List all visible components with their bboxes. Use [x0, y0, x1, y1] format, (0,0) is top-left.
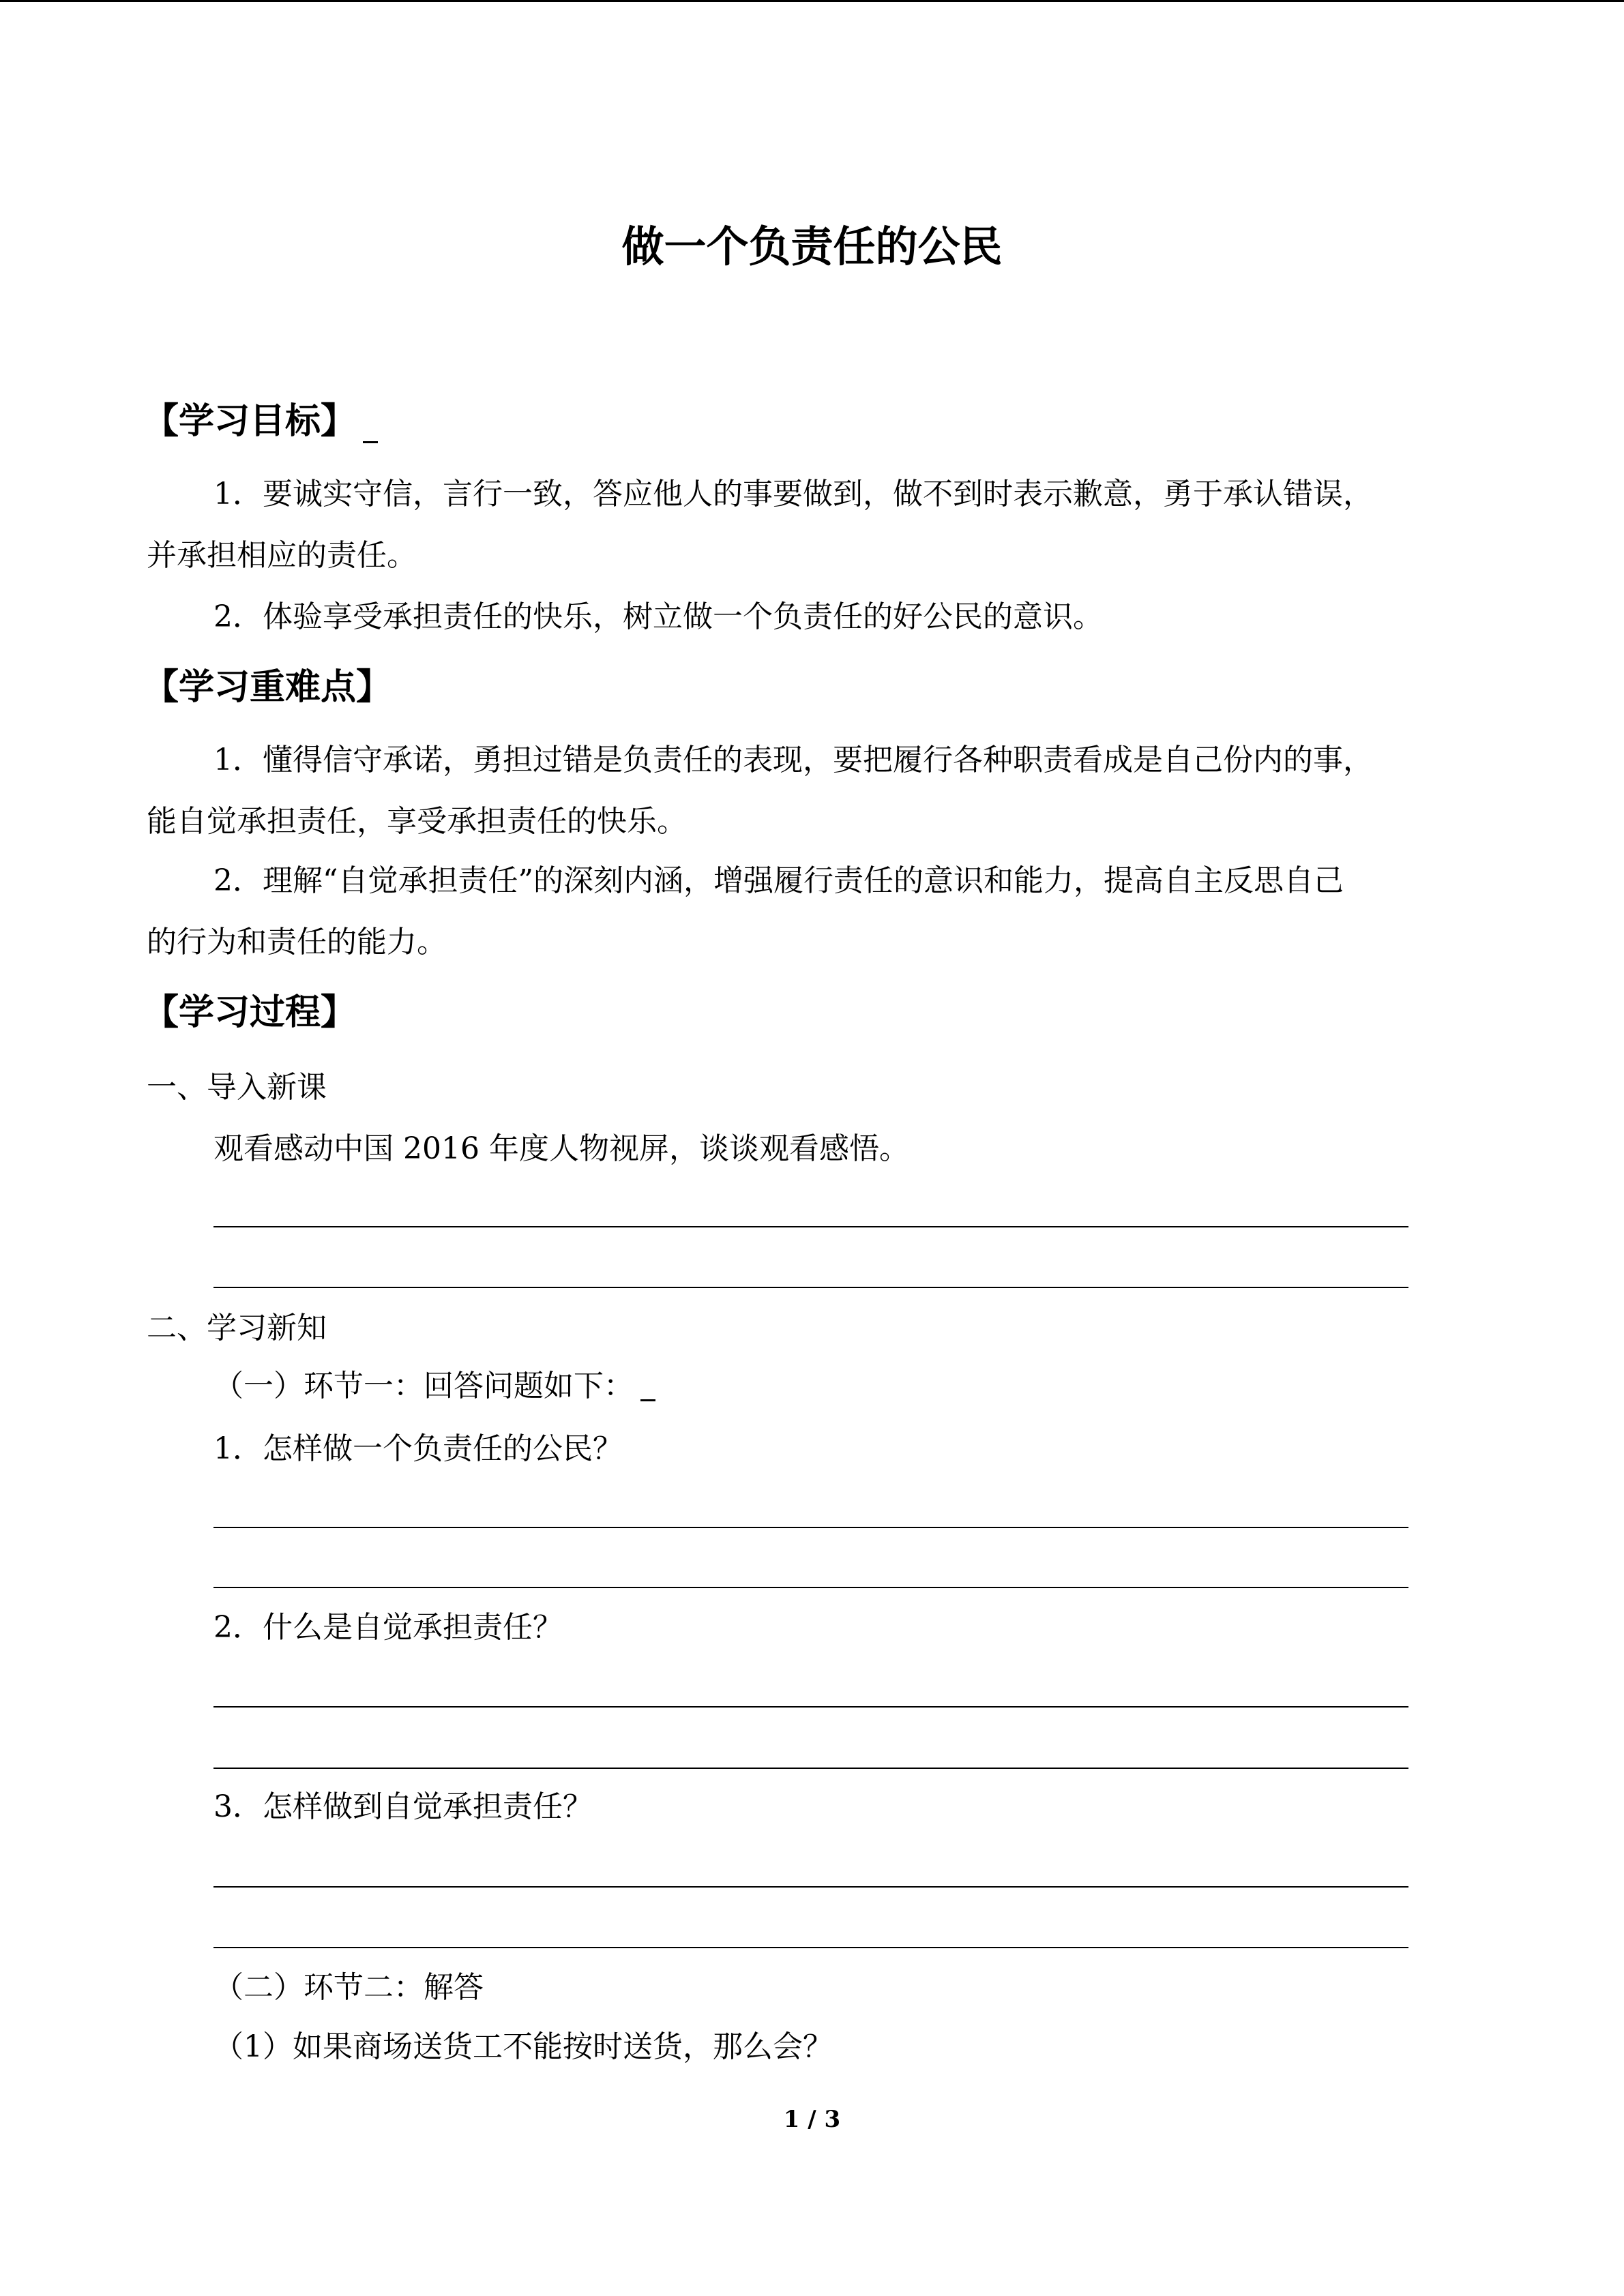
process-heading: 【学习过程】	[143, 992, 357, 1033]
key-point-1-line2: 能自觉承担责任，享受承担责任的快乐。	[147, 804, 687, 839]
objective-1-line2: 并承担相应的责任。	[147, 538, 417, 573]
key-point-2-line1: 2．理解“自觉承担责任”的深刻内涵，增强履行责任的意识和能力，提高自主反思自己	[213, 863, 1344, 898]
answer-line	[213, 1287, 1408, 1288]
answer-line	[213, 1886, 1408, 1888]
objectives-heading-text: 【学习目标】	[143, 401, 357, 442]
heading-underscore	[363, 414, 378, 443]
top-border	[0, 0, 1624, 2]
document-title: 做一个负责任的公民	[621, 222, 1003, 271]
objective-1-line1: 1．要诚实守信，言行一致，答应他人的事要做到，做不到时表示歉意，勇于承认错误，	[213, 477, 1373, 511]
key-point-1-line1: 1．懂得信守承诺，勇担过错是负责任的表现，要把履行各种职责看成是自己份内的事，	[213, 743, 1373, 777]
answer-line	[213, 1527, 1408, 1528]
answer-line	[213, 1706, 1408, 1708]
objectives-heading	[143, 392, 378, 443]
answer-line	[213, 1587, 1408, 1588]
part-1-title-text: （一）环节一：回答问题如下：	[213, 1369, 634, 1403]
section-1-text: 观看感动中国 2016 年度人物视屏，谈谈观看感悟。	[213, 1131, 909, 1166]
answer-line	[213, 1768, 1408, 1769]
answer-line	[213, 1947, 1408, 1948]
section-2-title: 二、学习新知	[147, 1311, 327, 1345]
page-number: 1 / 3	[783, 2106, 841, 2133]
question-1: 1．怎样做一个负责任的公民？	[213, 1431, 623, 1466]
part-2-title: （二）环节二：解答	[213, 1970, 484, 2005]
question-3: 3．怎样做到自觉承担责任？	[213, 1789, 593, 1824]
part-1-title	[213, 1371, 655, 1401]
part-2-question-1: （1）如果商场送货工不能按时送货，那么会？	[213, 2029, 833, 2064]
key-points-heading: 【学习重难点】	[143, 667, 392, 708]
objective-2: 2．体验享受承担责任的快乐，树立做一个负责任的好公民的意识。	[213, 599, 1103, 634]
key-point-2-line2: 的行为和责任的能力。	[147, 925, 447, 959]
part-1-underscore	[640, 1372, 655, 1401]
section-1-title: 一、导入新课	[147, 1070, 327, 1105]
question-2: 2．什么是自觉承担责任？	[213, 1610, 563, 1645]
answer-line	[213, 1226, 1408, 1227]
